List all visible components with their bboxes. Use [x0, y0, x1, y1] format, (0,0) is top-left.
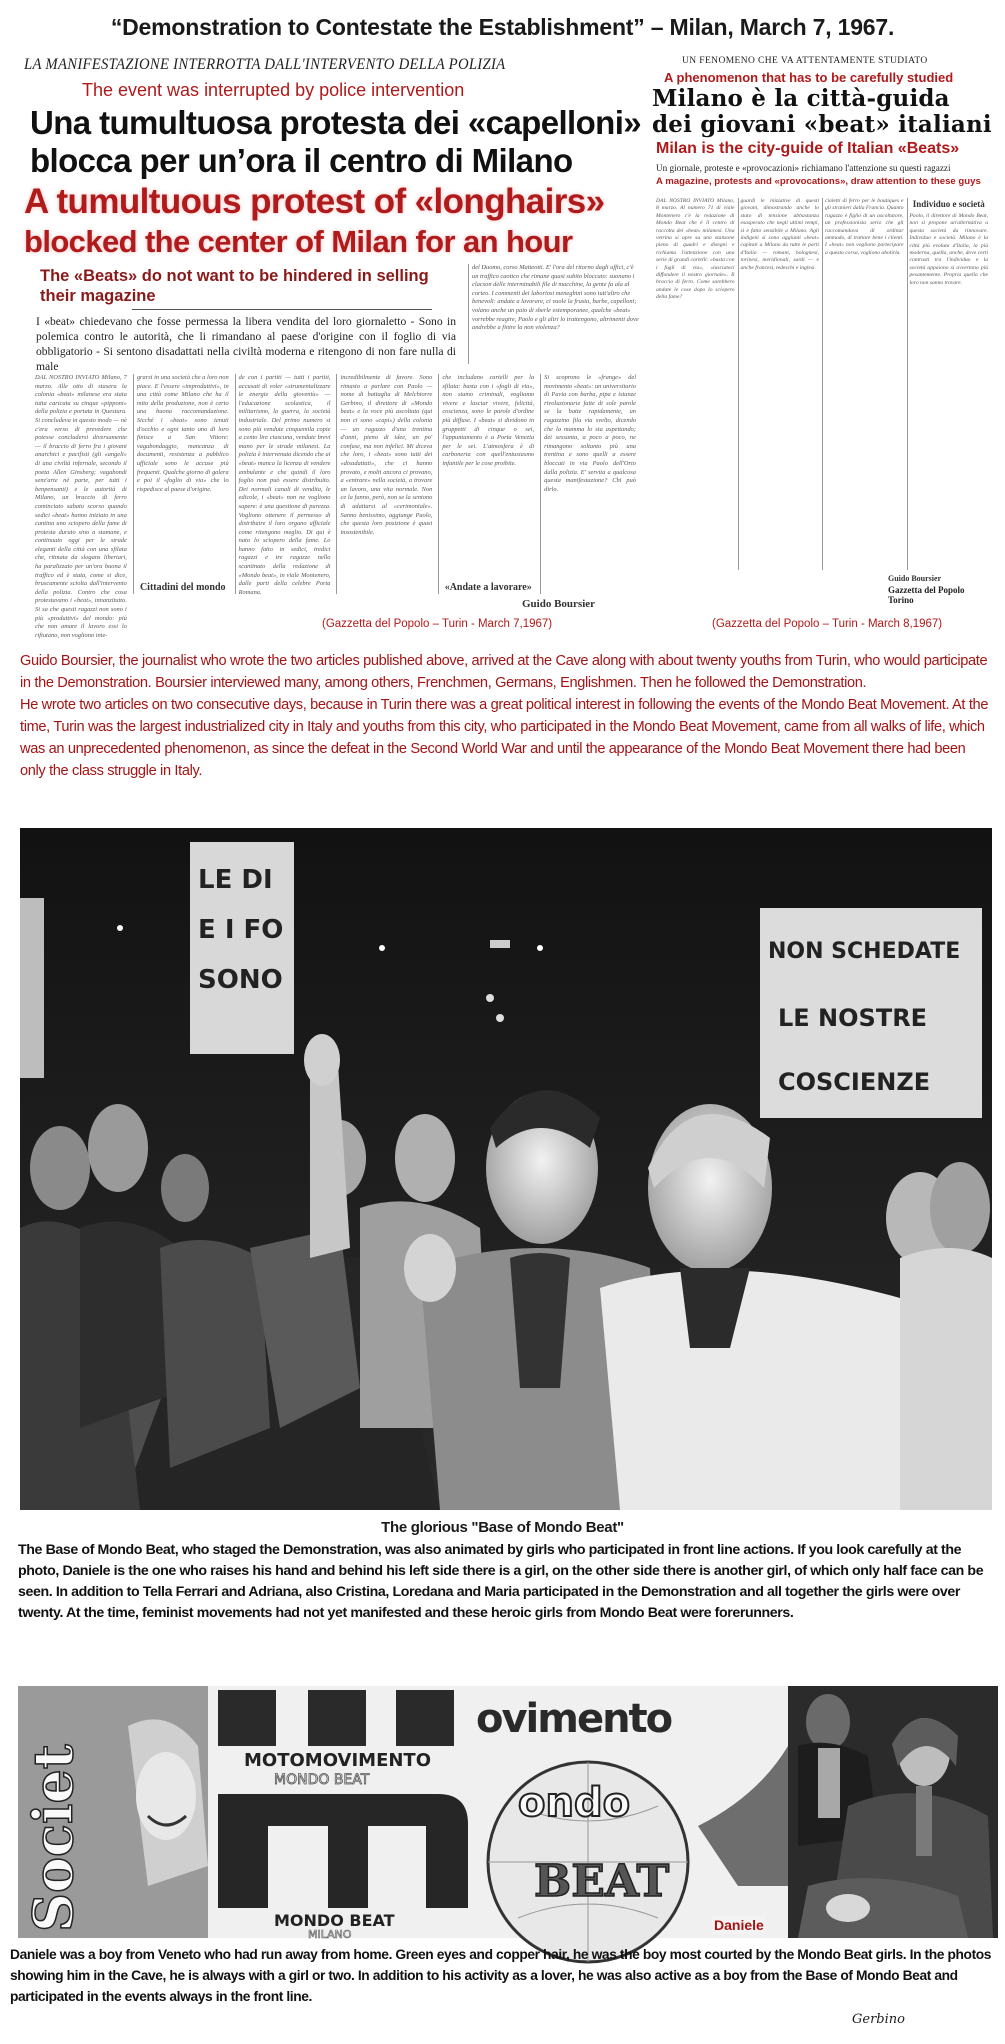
street-light — [486, 994, 494, 1002]
daniele-paragraph-text: Daniele was a boy from Veneto who had run away from home. Green eyes and copper hair, he was the boy most courted by the Mondo Beat girls. In the photos showing him in the Cave, he is always with a girl or two. In addition to his activity as a lover, he was also active as a boy from the Base of Mondo Beat and participated in the events always in the front line. — [10, 1947, 992, 2004]
article-column — [133, 374, 229, 594]
article-column-text: de con i partiti — tutti i partiti, accusati di voler «strumentalizzare le energie della gioventù» — l'educazione scolastica, il militarismo, la guerra, la società industriale. Del primo numero si sono più vendute cinquemila copie a cento lire ciascuna, vendute brevi mano per le strade milanesi. La polizia è intervenuta dicendo che ai «beat» manca la licenza di vendere ambulante e che quindi il loro foglio non può essere distribuito. Dei normali canali di vendita, le edicole, i «beat» non ne vogliono sapere: è una questione di purezza. Vogliono ottenere il permesso di distribuire il loro organo ufficiale come ritengono meglio. Di qui è nato lo sciopero della fame. Lo hanno fatto in sedici, tredici ragazzi e tre ragazze nello scantinato della redazione di «Mondo beat», in viale Montenero, dalle parti della celebre Porta Romana. — [238, 374, 331, 596]
right-kicker-english: A phenomenon that has to be carefully studied — [664, 70, 954, 85]
street-sign — [490, 940, 510, 948]
inline-heading: Cittadini del mondo — [137, 581, 229, 594]
big-m-logo-shape — [218, 1794, 468, 1908]
street-light — [537, 945, 543, 951]
street-light — [117, 925, 123, 931]
girl-illustration — [18, 1686, 208, 1938]
sign-left-line: SONO — [198, 965, 283, 995]
article-column — [540, 374, 636, 594]
sign-right-line: NON SCHEDATE — [768, 939, 961, 964]
sign-right-line: LE NOSTRE — [778, 1004, 928, 1032]
left-headline-english-line-1: A tumultuous protest of «longhairs» — [24, 182, 605, 221]
society-word: Societ — [21, 1744, 85, 1932]
article-column — [738, 198, 820, 570]
left-headline-italian — [30, 104, 641, 180]
sign-right-line: COSCIENZE — [778, 1068, 931, 1096]
left-kicker-english: The event was interrupted by police intervention — [82, 80, 465, 100]
right-headline-italian-line: Milano è la città-guida — [652, 85, 950, 112]
article-column-text: incredibilmente di favore. Sono rimasto a parlare con Paolo — nome di battaglia di Melchiorre Gerbino, il direttore di «Mondo beat» e la voce più ascoltata (qui non ci sono «capi») della colonia — un ragazzo d'una trentina d'anni, pieno di idee, un po' confuse, ma non infelici. Mi diceva che loro, i «beat» sono tutti dei «disadattati», che ci hanno provato, e molti ancora ci provano, a «entrare» nella società, a trovare un lavoro, una vita normale. Non ce la fanno, però, non se la sentono di adattarsi al «cerimoniale». Sanno benissimo, aggiunge Paolo, che questa loro posizione è quasi insostenibile. — [340, 374, 433, 536]
daniele-photo-illustration — [788, 1686, 998, 1938]
right-deck-english: A magazine, protests and «provocations», draw attention to these guys — [656, 176, 981, 187]
sign-left-line: E I FO — [198, 915, 284, 945]
right-newspaper-clipping — [652, 52, 990, 642]
article-column-text: cialetti di ferro per le boutiques e gli stranieri dalla Francia. Quanto ragazzo è figlio di un ascoltatore, un professionista serio che gli raccomandava di ordinar ammodo, di trattare bene i clienti. I «beat» non vogliono partecipare a questa corsa, vogliono abolirla. — [825, 198, 904, 256]
collage-illustration — [18, 1686, 788, 1941]
article-column-text: DAL NOSTRO INVIATO Milano, 8 marzo. Al numero 71 di viale Montenero c'è la redazione di Mondo Beat che è il centro di raccolta dei «beat» milanesi. Una vetrina si apre su uno stanzone pieno di quadri e disegni e richiama l'attenzione con una serie di grandi cartelli: «basta con i fogli di via», «lasciateci diffondere il nostro giornale». Il braccio di ferro. Come sarebbero andate le cose dopo lo sciopero della fame? — [656, 198, 735, 301]
milano-label: MILANO — [308, 1928, 352, 1941]
sign-left-line: LE DI — [198, 865, 273, 895]
big-m-logo: m — [218, 1886, 244, 1914]
raised-hand — [304, 1034, 340, 1086]
right-byline: Guido Boursier — [888, 574, 942, 583]
article-column — [336, 374, 432, 594]
left-headline-english-line-2: blocked the center of Milan for an hour — [24, 224, 573, 259]
narrative-paragraph: He wrote two articles on two consecutive days, because in Turin there was a great political interest in following the events of the Mondo Beat Movement. At the time, Turin was the largest industrialized city in Italy and youths from this city, who participated in the Mondo Beat Movement, came from all walks of life, which was an unprecedented phenomenon, as since the defeat in the Second World War and until the appearance of the Mondo Beat Movement there had been only the class struggle in Italy. — [20, 697, 989, 779]
left-deck-italian: I «beat» chiedevano che fosse permessa la libera vendita del loro giornaletto - Sono in polemica contro le autorità, che li rimandano al paese d'origine con il foglio di via obbligatorio - Si sentono disadattati nella civiltà moderna e ritengono di non fare nulla di male — [36, 315, 456, 373]
page-title: “Demonstration to Contestate the Establishment” – Milan, March 7, 1967. — [110, 14, 895, 40]
left-byline: Guido Boursier — [522, 598, 596, 610]
article-column-text: guardi le iniziative di questi giovani, dimostrando anche lo stato di tensione abbastanza esasperato che negli ultimi tempi, si è fatto sensibile a Milano. Agli indigeni si sono aggiunti «beat» capitati a Milano da tutte le parti d'Italia — romani, bolognesi, torinesi, meridionali, sardi — e anche francesi, tedeschi e inglesi. — [740, 198, 819, 271]
left-subheadline-english: The «Beats» do not want to be hindered in selling their magazine — [40, 267, 429, 305]
article-column — [822, 198, 904, 570]
logo-block — [396, 1690, 454, 1746]
photo-caption: The glorious "Base of Mondo Beat" — [381, 1519, 624, 1536]
girls-paragraph-text: The Base of Mondo Beat, who staged the Demonstration, was also animated by girls who participated in front line actions. If you look carefully at the photo, Daniele is the one who raises his hand and behind his left side there is a girl, on the other side there is another girl, of which only half face can be seen. In addition to Tella Ferrari and Adriana, also Cristina, Loredana and Maria participated in the Demonstration and all together the girls were over twenty. At the time, feminist movements had not yet manifested and these heroic girls from Mondo Beat were forerunners. — [18, 1542, 984, 1621]
right-headline-italian — [652, 86, 990, 138]
article-column-text: Paolo, il direttore di Mondo Beat, non si propone un'alternativa a questa società da rinnovare. Individuo e società. Milano è la città più evoluta d'Italia, la più moderna, quella, anche, dove certi contrasti tra l'individuo e la società appaiono si avvertono più pesantemente. Propria quella che loro non sanno trovare. — [909, 213, 988, 286]
newspaper-masthead-mark: Gazzetta del Popolo Torino — [888, 585, 965, 605]
left-headline-italian-line: Una tumultuosa protesta dei «capelloni» — [30, 104, 642, 141]
author-signature: Gerbino — [852, 2012, 905, 2027]
mondo-beat-bottom-label: MONDO BEAT — [274, 1911, 395, 1930]
left-source-citation: (Gazzetta del Popolo – Turin - March 7,1967) — [322, 618, 553, 630]
left-headline-italian-line: blocca per un’ora il centro di Milano — [30, 142, 573, 179]
mondo-beat-outline-label: MONDO BEAT — [274, 1772, 370, 1788]
motomovimento-label: MOTOMOVIMENTO — [244, 1750, 432, 1771]
left-kicker-italian: LA MANIFESTAZIONE INTERROTTA DALL'INTERVENTO DELLA POLIZIA — [24, 56, 506, 73]
right-article-columns — [654, 198, 988, 570]
sign-edge — [20, 898, 44, 1078]
article-column-text: che includano cartelli per la sfilata: basta con i «fogli di via», non siamo criminali, vogliamo vivere e lasciar vivere, felicità, coscienza, sono le parole d'ordine più diffuse. I «beat» si dividono in gruppetti di cinque o sei, l'appuntamento è a Porta Venezia per le sei. L'atmosfera è di carboneria con quell'entusiasmo infantile per le cose proibite. — [442, 374, 535, 467]
right-source-citation: (Gazzetta del Popolo – Turin - March 8,1967) — [712, 618, 943, 630]
right-headline-english: Milan is the city-guide of Italian «Beats» — [656, 140, 960, 157]
logo-block — [218, 1690, 276, 1746]
divider — [132, 309, 432, 310]
narrative-paragraph: Guido Boursier, the journalist who wrote the two articles published above, arrived at the Cave along with about twenty youths from Turin, who would participate in the Demonstration. Boursier interviewed many, among others, Frenchmen, Germans, Englishmen. Then he followed the Demonstration. — [20, 653, 988, 691]
logo-block — [308, 1690, 366, 1746]
article-column-text: DAL NOSTRO INVIATO Milano, 7 marzo. Alle otto di stasera la colonia «beat» milanese era stata tutta caricata su cinque «pipponi» della polizia e portata in Questura. Si concludeva in questo modo — nè c'era verso di prevedere che potesse concludersi diversamente — il braccio di ferro fra i giovani anarchici e pacifisti (gli «angeli» di una civiltà infernale, secondo il poeta Allen Ginsberg; vagabondi senz'arte nè parte, per tutti i benpensanti) e le autorità di Milano, un braccio di ferro cominciato sabato scorso quando sedici «beat» hanno iniziato in una cantina uno sciopero della fame di protesta durato sino a stamane, e continuato oggi per le strade eleganti della città con una sfilata che, ritmata da slogans libertari, ha paralizzato per un'ora buona il traffico ed è stata, come si dice, bruscamente sciolta dall'intervento della polizia. Contro che cosa protestavano i «beat», innanzitutto. Si sa che questi ragazzi non sono i più «produttivi» del mondo: più che non amare il lavoro essi lo rifiutano, non vogliono inte- — [35, 374, 127, 639]
protest-sign-left — [190, 842, 294, 1054]
right-figure-coat — [600, 1270, 920, 1510]
protest-sign-right — [760, 908, 982, 1118]
right-deck-italian: Un giornale, proteste e «provocazioni» richiamano l'attenzione su questi ragazzi — [656, 163, 951, 173]
narrative-text — [20, 650, 990, 782]
daniele-paragraph — [10, 1944, 1000, 2007]
beat-word: BEAT — [534, 1856, 670, 1907]
street-light — [379, 945, 385, 951]
daniele-photo — [788, 1686, 998, 1938]
street-light — [496, 1014, 504, 1022]
article-column — [907, 198, 989, 570]
right-headline-italian-line: dei giovani «beat» italiani — [652, 111, 992, 138]
article-column — [654, 198, 735, 570]
article-column — [235, 374, 331, 594]
demonstration-photo — [20, 828, 992, 1510]
right-kicker-italian: UN FENOMENO CHE VA ATTENTAMENTE STUDIATO — [682, 56, 928, 66]
inline-heading: «Andate a lavorare» — [442, 581, 534, 594]
left-side-column: del Duomo, corso Matteotti. E' l'ora del ritorno dagli uffici, c'è un traffico caotico che rimane quasi subito bloccato: suonano i clacson delle interminabili file di macchine, la gente fa ala al corteo. I commenti dei laboriosi meneghini sono tutt'altro che benevoli: andate a lavorare, ci vuole la frusta, barbe, capelloni; volano anche un paio di sberle estemporanee, qualche «beat» vorrebbe reagire, Paolo e gli altri lo trattengono, altrimenti dove andrebbe a finire la non violenza? — [468, 264, 640, 364]
girls-paragraph — [18, 1540, 993, 1624]
movimento-word: ovimento — [476, 1696, 672, 1742]
article-column — [32, 374, 127, 639]
article-column — [438, 374, 534, 594]
daniele-label: Daniele — [714, 1917, 764, 1933]
article-column-text: Si scoprono le «frange» del movimento «beat»: un universitario di Pavia con barba, pipa e istanze rivoluzionarie fatte di sole parole se la batte rapidamente, un ragazzino fila via svelto, dicendo che la mamma lo sta aspettando; dei sessanta, a poco a poco, ne rimangono soltanto più una trentina e sono quelli a essere bloccati in via Paolo dell'Orto dalla polizia. E' servita a qualcosa questa manifestazione? Chi può dirlo. — [544, 374, 636, 493]
article-column-text: grarsi in una società che a loro non piace. E l'essere «improduttivi», in una città come Milano che ha il mito della produzione, non è certo una buona raccomandazione. Sicché i «beat» sono tenuti d'occhio e ogni tanto uno di loro finisce a San Vittore: vagabondaggio, mancanza di documenti, resistenza a pubblico ufficiale sono le accuse più frequenti. Qualche giorno di galera e poi il «foglio di via» che lo rispedisce al paese d'origine. — [136, 374, 229, 493]
inline-heading: Individuo e società — [910, 198, 989, 210]
ondo-word: ondo — [518, 1780, 631, 1826]
demonstration-photo-illustration — [20, 828, 992, 1510]
mondo-beat-collage — [18, 1686, 788, 1941]
left-newspaper-clipping — [22, 52, 644, 642]
